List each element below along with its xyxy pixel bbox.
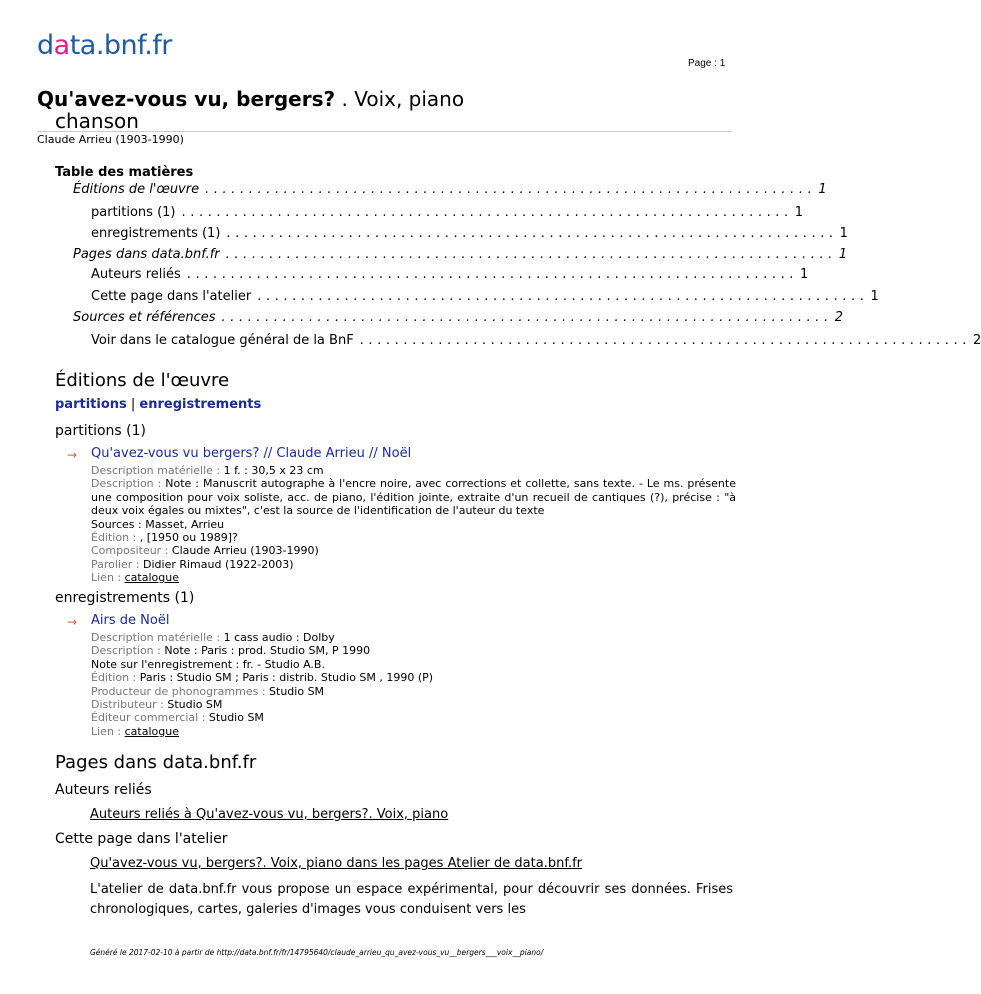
meta-value: Studio SM bbox=[167, 698, 223, 712]
enregistrement-title-link[interactable]: Airs de Noël bbox=[91, 613, 170, 628]
meta-key: Lien : bbox=[91, 724, 125, 738]
meta-key: Description : bbox=[91, 644, 165, 658]
toc-label: Voir dans le catalogue général de la BnF bbox=[91, 333, 354, 348]
meta-key: Édition : bbox=[91, 671, 140, 685]
toc-page: 2 bbox=[972, 333, 981, 348]
meta-key: Éditeur commercial : bbox=[91, 711, 209, 725]
toc-page: 1 bbox=[794, 205, 804, 220]
section-heading-pages: Pages dans data.bnf.fr bbox=[55, 752, 257, 773]
meta-line bbox=[91, 725, 736, 738]
meta-key: Description matérielle : bbox=[91, 631, 224, 644]
meta-value: 1 f. : 30,5 x 23 cm bbox=[223, 464, 324, 477]
toc-row[interactable] bbox=[91, 224, 848, 244]
meta-value: , [1950 ou 1989]? bbox=[139, 531, 238, 545]
subsection-heading-enregistrements: enregistrements (1) bbox=[55, 590, 195, 606]
toc-row[interactable] bbox=[91, 331, 981, 351]
tab-separator: | bbox=[126, 397, 140, 412]
tab-enregistrements[interactable]: enregistrements bbox=[139, 397, 262, 412]
meta-value: Claude Arrieu (1903-1990) bbox=[171, 544, 319, 558]
title-rest: . Voix, piano bbox=[335, 87, 465, 111]
meta-line bbox=[91, 571, 736, 584]
atelier-description: L'atelier de data.bnf.fr vous propose un espace expérimental, pour découvrir ses données. Frises chronologiques, cartes, galeries d'images vous conduisent vers les bbox=[90, 882, 733, 917]
enregistrement-metadata bbox=[91, 631, 736, 738]
title-divider bbox=[37, 131, 732, 132]
meta-value: Paris : Studio SM ; Paris : distrib. Studio SM , 1990 (P) bbox=[139, 671, 434, 685]
meta-line bbox=[91, 531, 736, 544]
toc-label: enregistrements (1) bbox=[91, 226, 221, 241]
tab-partitions[interactable]: partitions bbox=[55, 397, 127, 412]
data-bnf-logo[interactable] bbox=[37, 30, 172, 61]
toc-page: 1 bbox=[839, 226, 848, 241]
meta-key: Lien : bbox=[91, 571, 125, 585]
toc-label: Sources et références bbox=[73, 310, 216, 325]
meta-line bbox=[91, 558, 736, 571]
meta-value: Studio SM bbox=[269, 684, 325, 698]
toc-label: Auteurs reliés bbox=[91, 267, 181, 282]
toc-label: partitions (1) bbox=[91, 205, 176, 220]
subsection-heading-atelier: Cette page dans l'atelier bbox=[55, 831, 228, 847]
meta-key: Parolier : bbox=[91, 557, 143, 571]
meta-line bbox=[91, 464, 736, 477]
meta-line bbox=[91, 685, 736, 698]
partition-title-link[interactable]: Qu'avez-vous vu bergers? // Claude Arrieu // Noël bbox=[91, 446, 412, 461]
meta-value: Studio SM bbox=[208, 711, 264, 725]
meta-value: 1 cass audio : Dolby bbox=[223, 631, 335, 644]
meta-key: Producteur de phonogrammes : bbox=[91, 684, 270, 698]
toc-page: 1 bbox=[870, 289, 879, 304]
meta-key: Compositeur : bbox=[91, 544, 172, 558]
toc-leader: ...................................................................... bbox=[225, 247, 837, 262]
toc-label: Cette page dans l'atelier bbox=[91, 289, 252, 304]
partition-metadata bbox=[91, 464, 736, 585]
toc-leader: ...................................................................... bbox=[205, 182, 817, 197]
page-number: Page : 1 bbox=[688, 58, 726, 69]
meta-key: Description matérielle : bbox=[91, 464, 224, 477]
meta-key: Distributeur : bbox=[91, 698, 168, 712]
edition-type-links bbox=[55, 397, 261, 412]
toc-row[interactable] bbox=[73, 180, 827, 200]
toc-leader: ...................................................................... bbox=[221, 310, 833, 325]
title-main: Qu'avez-vous vu, bergers? bbox=[37, 87, 336, 111]
auteurs-relies-link[interactable]: Auteurs reliés à Qu'avez-vous vu, bergers?. Voix, piano bbox=[90, 807, 449, 822]
title-subtitle: chanson bbox=[55, 109, 139, 133]
meta-line: Note sur l'enregistrement : fr. - Studio A.B. bbox=[91, 657, 325, 671]
toc-row[interactable] bbox=[91, 203, 804, 223]
arrow-right-icon: → bbox=[67, 448, 78, 462]
meta-value: Didier Rimaud (1922-2003) bbox=[143, 557, 294, 571]
meta-line bbox=[91, 671, 736, 684]
section-heading-editions: Éditions de l'œuvre bbox=[55, 370, 230, 391]
meta-line bbox=[91, 631, 736, 644]
meta-value: Note : Paris : prod. Studio SM, P 1990 bbox=[164, 644, 371, 658]
meta-value: Note : Manuscrit autographe à l'encre noire, avec corrections et collette, sans texte. - Le ms. présente une composition pour voix soliste, acc. de piano, l'édition jointe, extraite d'un recueil de cantiques (?), précise : "à deux voix égales ou mixtes", c'est la source de l'identification de l'auteur du texte bbox=[91, 477, 736, 518]
toc-row[interactable] bbox=[91, 265, 809, 285]
toc-leader: ...................................................................... bbox=[181, 205, 793, 220]
logo-part: d bbox=[37, 30, 54, 61]
meta-line bbox=[91, 711, 736, 724]
meta-line bbox=[91, 644, 736, 657]
logo-part: a bbox=[53, 30, 70, 61]
generation-footer: Généré le 2017-02-10 à partir de http://data.bnf.fr/fr/14795640/claude_arrieu_qu_avez-vous_vu__bergers___voix__piano/ bbox=[90, 948, 544, 957]
page-title bbox=[37, 88, 557, 132]
meta-line bbox=[91, 698, 736, 711]
meta-line: Sources : Masset, Arrieu bbox=[91, 517, 225, 531]
toc-leader: ...................................................................... bbox=[359, 333, 971, 348]
meta-line bbox=[91, 544, 736, 557]
subsection-heading-partitions: partitions (1) bbox=[55, 423, 146, 439]
toc-leader: ...................................................................... bbox=[186, 267, 799, 282]
author: Claude Arrieu (1903-1990) bbox=[37, 133, 184, 146]
meta-key: Édition : bbox=[91, 531, 140, 545]
subsection-heading-auteurs: Auteurs reliés bbox=[55, 782, 152, 798]
toc-page: 1 bbox=[818, 182, 827, 197]
catalogue-link[interactable]: catalogue bbox=[124, 571, 179, 585]
toc-leader: ...................................................................... bbox=[257, 289, 869, 304]
toc-row[interactable] bbox=[73, 308, 844, 328]
toc-heading: Table des matières bbox=[55, 165, 194, 180]
arrow-right-icon: → bbox=[67, 615, 78, 629]
meta-key: Description : bbox=[91, 477, 166, 491]
toc-label: Pages dans data.bnf.fr bbox=[73, 247, 220, 262]
toc-leader: ...................................................................... bbox=[226, 226, 838, 241]
toc-page: 1 bbox=[800, 267, 809, 282]
toc-page: 1 bbox=[838, 247, 848, 262]
toc-row[interactable] bbox=[91, 287, 879, 307]
catalogue-link[interactable]: catalogue bbox=[124, 724, 179, 738]
meta-line bbox=[91, 477, 736, 517]
toc-page: 2 bbox=[834, 310, 844, 325]
logo-part: ta.bnf.fr bbox=[69, 30, 172, 61]
atelier-link[interactable]: Qu'avez-vous vu, bergers?. Voix, piano dans les pages Atelier de data.bnf.fr bbox=[90, 856, 583, 871]
toc-row[interactable] bbox=[73, 245, 848, 265]
toc-label: Éditions de l'œuvre bbox=[73, 182, 200, 197]
